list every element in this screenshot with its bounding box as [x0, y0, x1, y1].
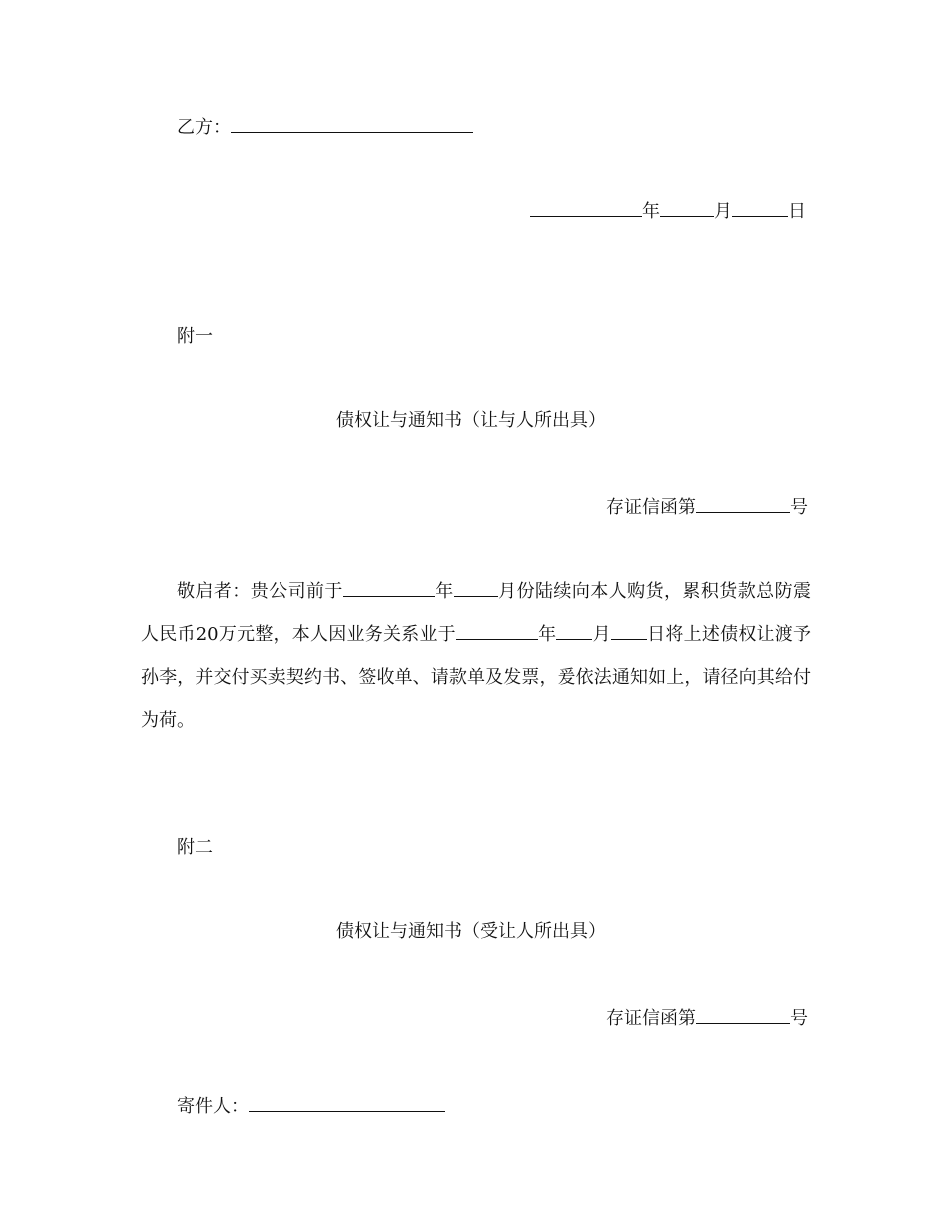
annex1-ref-blank [696, 494, 790, 513]
body-part-3: 月份陆续向本人购货，累积货款总防震人民币20万元整，本人因业务关系业于 [141, 581, 812, 645]
body-part-4: 年 [537, 624, 557, 645]
body-day-blank [611, 621, 647, 640]
party-b-line [177, 114, 473, 140]
month-label: 月 [714, 201, 732, 222]
body-part-2: 年 [434, 581, 454, 602]
date-line [530, 198, 806, 224]
body-month-blank-2 [556, 621, 592, 640]
annex2-ref-line [606, 1005, 808, 1031]
party-b-blank [231, 114, 473, 133]
body-part-5: 月 [592, 624, 611, 645]
annex1-title: 债权让与通知书（让与人所出具） [336, 410, 606, 431]
body-year-blank-1 [343, 578, 435, 597]
annex1-ref-line [606, 494, 808, 520]
body-part-6: 日将上述债权让渡予孙李，并交付买卖契约书、签收单、请款单及发票，爰依法通知如上，请径向其给付为荷。 [141, 624, 812, 731]
annex2-title: 债权让与通知书（受让人所出具） [336, 921, 606, 942]
sender-label: 寄件人： [177, 1096, 249, 1117]
day-label: 日 [788, 201, 806, 222]
annex1-label: 附一 [177, 326, 213, 347]
annex2-ref-blank [696, 1005, 790, 1024]
day-blank [732, 198, 788, 217]
body-part-1: 敬启者：贵公司前于 [177, 581, 343, 602]
month-blank [660, 198, 714, 217]
annex2-ref-prefix: 存证信函第 [606, 1008, 696, 1029]
annex1-ref-suffix: 号 [790, 497, 808, 518]
year-label: 年 [642, 201, 660, 222]
annex2-label: 附二 [177, 837, 213, 858]
annex1-body [141, 570, 811, 742]
annex2-ref-suffix: 号 [790, 1008, 808, 1029]
year-blank [530, 198, 642, 217]
party-b-label: 乙方： [177, 117, 231, 138]
annex1-ref-prefix: 存证信函第 [606, 497, 696, 518]
body-month-blank-1 [454, 578, 498, 597]
body-year-blank-2 [456, 621, 538, 640]
sender-blank [249, 1093, 445, 1112]
sender-line [177, 1093, 445, 1119]
